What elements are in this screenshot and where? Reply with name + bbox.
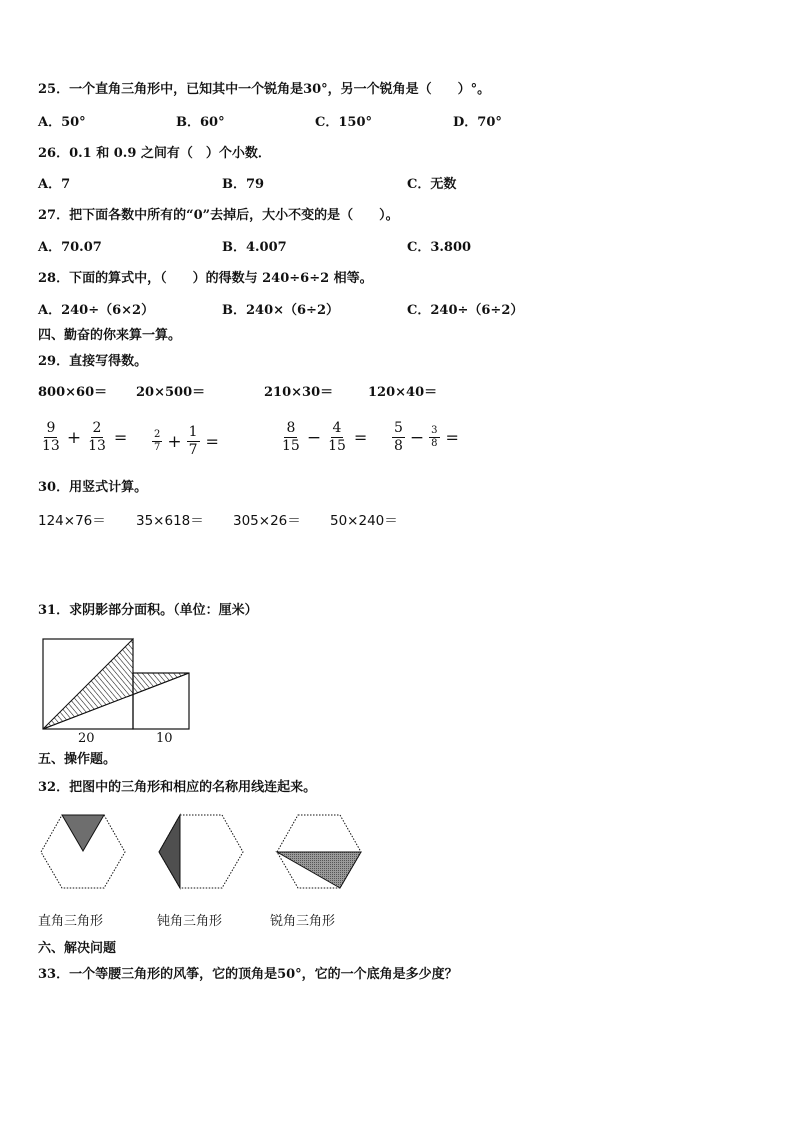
q26-option-a[interactable]: A．7 <box>38 177 71 192</box>
fraction: $\frac{3}{8}$ <box>431 425 438 449</box>
q29-item-3: 210×30＝ <box>264 385 334 400</box>
q29-stem: 29．直接写得数。 <box>38 354 148 369</box>
fraction: 5 8 <box>394 420 403 454</box>
q32-name-right-triangle[interactable]: 直角三角形 <box>38 914 104 929</box>
q31-label-20: 20 <box>78 731 95 746</box>
hexagon-1-triangle <box>62 815 104 851</box>
q28-option-a[interactable]: A．240÷（6×2） <box>38 303 155 318</box>
q26-option-c[interactable]: C．无数 <box>407 177 457 192</box>
minus-sign: − <box>409 427 425 448</box>
q25-option-b[interactable]: B．60° <box>176 115 225 130</box>
q33-stem: 33．一个等腰三角形的风筝，它的顶角是50°，它的一个底角是多少度？ <box>38 967 458 982</box>
q25-stem: 25．一个直角三角形中，已知其中一个锐角是30°，另一个锐角是（ ）°。 <box>38 82 491 97</box>
q30-item-3: 305×26＝ <box>233 513 301 529</box>
equals-sign: = <box>353 428 368 447</box>
fraction: 2 7 <box>154 429 161 453</box>
q30-stem: 30．用竖式计算。 <box>38 480 148 495</box>
fraction: $\frac{4}{15}$ <box>328 420 346 454</box>
q26-option-b[interactable]: B．79 <box>222 177 265 192</box>
section-5-heading: 五、操作题。 <box>38 752 117 767</box>
hexagon-3-triangle <box>277 852 361 888</box>
q30-item-4: 50×240＝ <box>330 513 398 529</box>
q25-option-a[interactable]: A．50° <box>38 115 86 130</box>
q32-name-acute-triangle[interactable]: 锐角三角形 <box>270 914 336 929</box>
q25-option-c[interactable]: C．150° <box>315 115 372 130</box>
q31-stem: 31．求阴影部分面积。（单位：厘米） <box>38 603 258 618</box>
equals-sign: = <box>113 428 128 447</box>
plus-sign: + <box>167 431 182 452</box>
q27-stem: 27．把下面各数中所有的“0”去掉后，大小不变的是（ ）。 <box>38 208 399 223</box>
equals-sign: = <box>205 432 219 451</box>
q29-item-4: 120×40＝ <box>368 385 438 400</box>
fraction: $\frac{1}{7}$ <box>188 424 198 458</box>
fraction: 8 15 <box>282 420 300 454</box>
q28-option-b[interactable]: B．240×（6÷2） <box>222 303 340 318</box>
q28-stem: 28．下面的算式中，（ ）的得数与 240÷6÷2 相等。 <box>38 271 373 286</box>
q25-option-d[interactable]: D．70° <box>453 115 502 130</box>
q26-stem: 26．0.1 和 0.9 之间有（ ）个小数． <box>38 146 271 161</box>
q31-label-10: 10 <box>156 731 173 746</box>
q27-option-c[interactable]: C．3.800 <box>407 240 472 255</box>
plus-sign: + <box>66 427 82 448</box>
q28-option-c[interactable]: C．240÷（6÷2） <box>407 303 524 318</box>
fraction: 9 13 <box>42 420 60 454</box>
minus-sign: − <box>306 427 322 448</box>
hexagon-2-triangle <box>159 815 180 888</box>
q32-stem: 32．把图中的三角形和相应的名称用线连起来。 <box>38 780 317 795</box>
section-4-heading: 四、勤奋的你来算一算。 <box>38 328 182 343</box>
q29-item-2: 20×500＝ <box>136 385 206 400</box>
q29-item-1: 800×60＝ <box>38 385 108 400</box>
q27-option-a[interactable]: A．70.07 <box>38 240 102 255</box>
fraction: $\frac{2}{13}$ <box>88 420 106 454</box>
q30-item-1: 124×76＝ <box>38 513 106 529</box>
q32-name-obtuse-triangle[interactable]: 钝角三角形 <box>157 914 223 929</box>
equals-sign: = <box>445 428 459 447</box>
q27-option-b[interactable]: B．4.007 <box>222 240 287 255</box>
section-6-heading: 六、解决问题 <box>38 941 117 956</box>
q30-item-2: 35×618＝ <box>136 513 204 529</box>
